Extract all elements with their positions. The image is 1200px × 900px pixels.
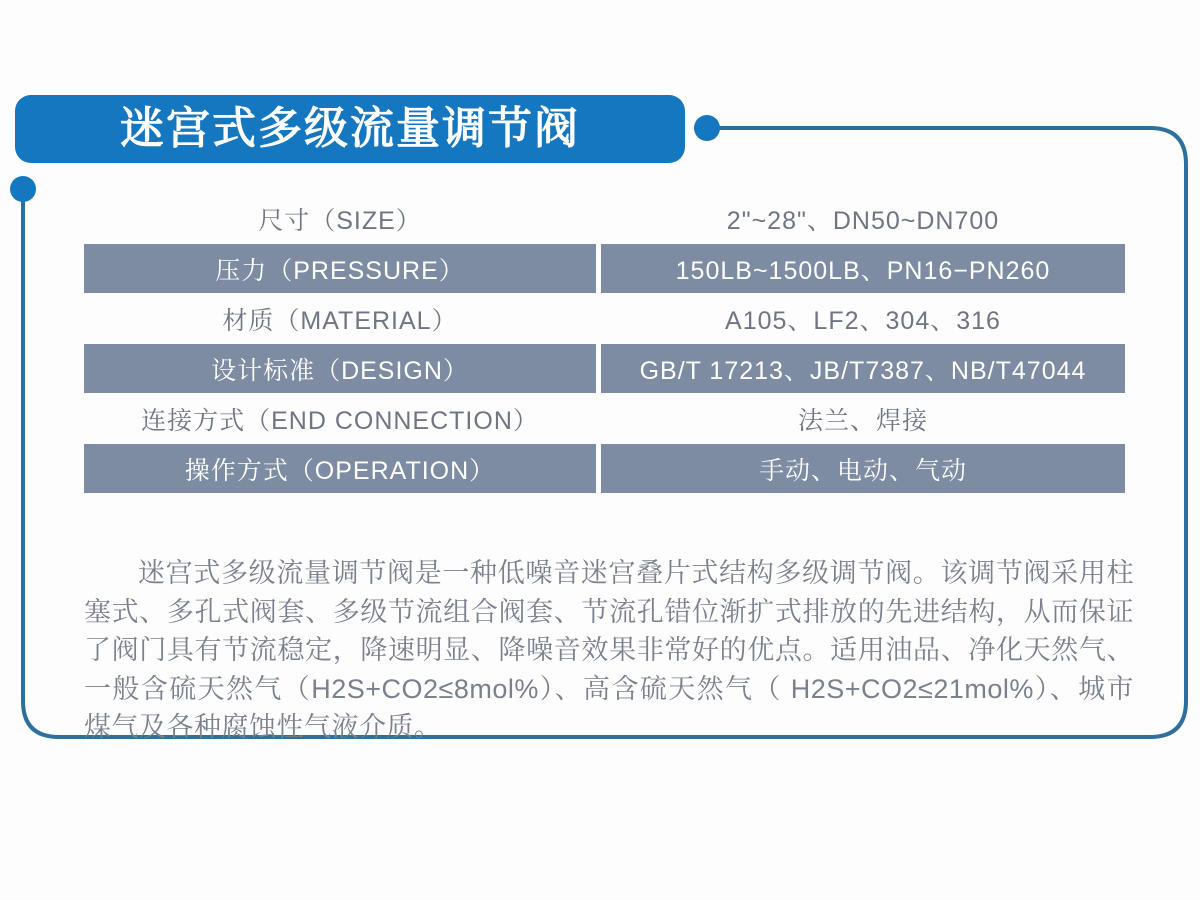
- row-value: A105、LF2、304、316: [725, 306, 1001, 335]
- spec-table: [84, 194, 1125, 494]
- row-label: 压力（PRESSURE）: [84, 244, 596, 293]
- row-value: GB/T 17213、JB/T7387、NB/T47044: [601, 344, 1125, 393]
- title-banner: [15, 95, 685, 163]
- row-value: 手动、电动、气动: [601, 444, 1125, 493]
- page-title: 迷宫式多级流量调节阀: [120, 104, 580, 153]
- table-row-size: [84, 194, 1125, 243]
- row-value: 法兰、焊接: [797, 406, 928, 435]
- row-label: 连接方式（END CONNECTION）: [141, 406, 539, 435]
- table-row-pressure: [84, 244, 1125, 293]
- table-row-material: [84, 294, 1125, 343]
- connector-dot-right: [694, 115, 720, 141]
- table-row-operation: [84, 444, 1125, 493]
- connector-dot-left: [10, 176, 36, 202]
- row-label: 尺寸（SIZE）: [258, 206, 422, 235]
- row-label: 设计标准（DESIGN）: [84, 344, 596, 393]
- row-value: 150LB~1500LB、PN16−PN260: [601, 244, 1125, 293]
- table-row-end-connection: [84, 394, 1125, 443]
- row-value: 2"~28"、DN50~DN700: [726, 206, 1000, 235]
- row-label: 操作方式（OPERATION）: [84, 444, 596, 493]
- table-row-design: [84, 344, 1125, 393]
- row-label: 材质（MATERIAL）: [222, 306, 458, 335]
- product-description: 迷宫式多级流量调节阀是一种低噪音迷宫叠片式结构多级调节阀。该调节阀采用柱塞式、多孔式阀套、多级节流组合阀套、节流孔错位渐扩式排放的先进结构，从而保证了阀门具有节流稳定，降速明显、降噪音效果非常好的优点。适用油品、净化天然气、一般含硫天然气（H2S+CO2≤8mol%）、高含硫天然气（ H2S+CO2≤21mol%）、城市煤气及各种腐蚀性气液介质。: [84, 558, 1134, 742]
